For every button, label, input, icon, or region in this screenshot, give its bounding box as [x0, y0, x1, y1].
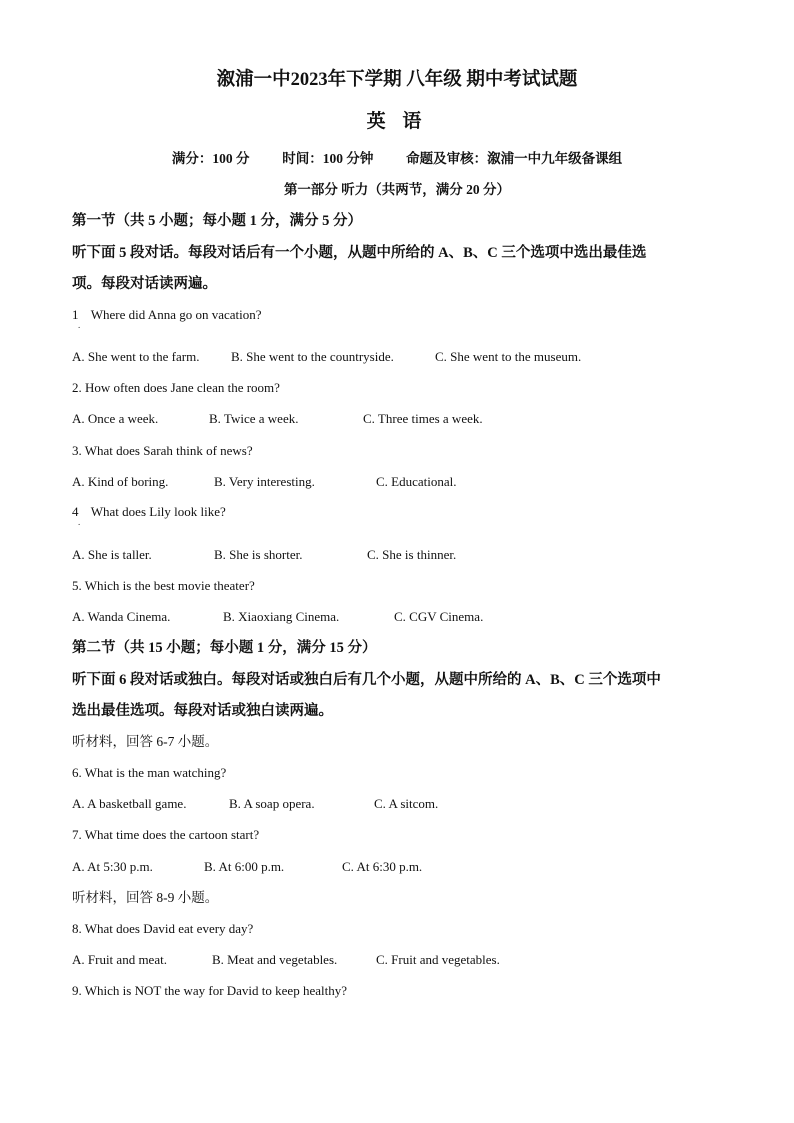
- question-text: What does Lily look like?: [90, 504, 226, 519]
- q7-option-b: B. At 6:00 p.m.: [204, 859, 285, 874]
- question-4: [72, 504, 226, 520]
- q7-option-c: C. At 6:30 p.m.: [342, 859, 423, 874]
- material-note-6-7: 听材料，回答 6-7 小题。: [72, 734, 219, 749]
- dot-mark: .: [78, 517, 81, 527]
- author-info: 命题及审核：溆浦一中九年级备课组: [406, 151, 623, 166]
- q5-option-c: C. CGV Cinema.: [394, 609, 484, 624]
- q6-option-c: C. A sitcom.: [374, 796, 439, 811]
- q8-option-b: B. Meat and vegetables.: [212, 952, 338, 967]
- part1-heading: 第一部分 听力（共两节，满分 20 分）: [283, 182, 511, 197]
- question-7: 7. What time does the cartoon start?: [72, 827, 260, 842]
- question-number: 1: [72, 307, 79, 322]
- section1-heading: 第一节（共 5 小题；每小题 1 分，满分 5 分）: [72, 213, 362, 229]
- q2-option-a: A. Once a week.: [72, 411, 159, 426]
- question-1: [72, 307, 262, 323]
- q5-option-b: B. Xiaoxiang Cinema.: [223, 609, 340, 624]
- q8-option-a: A. Fruit and meat.: [72, 952, 167, 967]
- question-6: 6. What is the man watching?: [72, 765, 227, 780]
- exam-title: 溆浦一中2023年下学期 八年级 期中考试试题: [216, 70, 578, 90]
- section2-heading: 第二节（共 15 小题；每小题 1 分，满分 15 分）: [72, 640, 377, 656]
- question-9: 9. Which is NOT the way for David to keep healthy?: [72, 983, 347, 998]
- section1-instruction-line2: 项。每段对话读两遍。: [72, 276, 217, 292]
- q1-option-a: A. She went to the farm.: [72, 349, 200, 364]
- question-8: 8. What does David eat every day?: [72, 921, 254, 936]
- q5-option-a: A. Wanda Cinema.: [72, 609, 171, 624]
- dot-mark: .: [78, 320, 81, 330]
- q2-option-c: C. Three times a week.: [363, 411, 483, 426]
- q2-option-b: B. Twice a week.: [209, 411, 299, 426]
- time-info: 时间：100 分钟: [282, 151, 374, 166]
- question-5: 5. Which is the best movie theater?: [72, 578, 255, 593]
- question-text: Where did Anna go on vacation?: [90, 307, 262, 322]
- score-info: 满分：100 分: [171, 151, 250, 166]
- q6-option-b: B. A soap opera.: [229, 796, 315, 811]
- section1-instruction-line1: 听下面 5 段对话。每段对话后有一个小题，从题中所给的 A、B、C 三个选项中选出最佳选: [72, 245, 647, 261]
- q1-option-c: C. She went to the museum.: [435, 349, 582, 364]
- q3-option-c: C. Educational.: [376, 474, 457, 489]
- q4-option-c: C. She is thinner.: [367, 547, 457, 562]
- section2-instruction-line2: 选出最佳选项。每段对话或独白读两遍。: [72, 703, 333, 719]
- question-2: 2. How often does Jane clean the room?: [72, 380, 280, 395]
- exam-meta: [0, 151, 794, 167]
- material-note-8-9: 听材料，回答 8-9 小题。: [72, 890, 219, 905]
- q6-option-a: A. A basketball game.: [72, 796, 187, 811]
- q7-option-a: A. At 5:30 p.m.: [72, 859, 153, 874]
- q1-option-b: B. She went to the countryside.: [231, 349, 394, 364]
- q3-option-a: A. Kind of boring.: [72, 474, 169, 489]
- section2-instruction-line1: 听下面 6 段对话或独白。每段对话或独白后有几个小题，从题中所给的 A、B、C 三个选项中: [72, 672, 661, 688]
- question-number: 4: [72, 504, 79, 519]
- subject-title: 英 语: [366, 111, 428, 132]
- q8-option-c: C. Fruit and vegetables.: [376, 952, 500, 967]
- q3-option-b: B. Very interesting.: [214, 474, 315, 489]
- question-3: 3. What does Sarah think of news?: [72, 443, 253, 458]
- q4-option-b: B. She is shorter.: [214, 547, 303, 562]
- q4-option-a: A. She is taller.: [72, 547, 152, 562]
